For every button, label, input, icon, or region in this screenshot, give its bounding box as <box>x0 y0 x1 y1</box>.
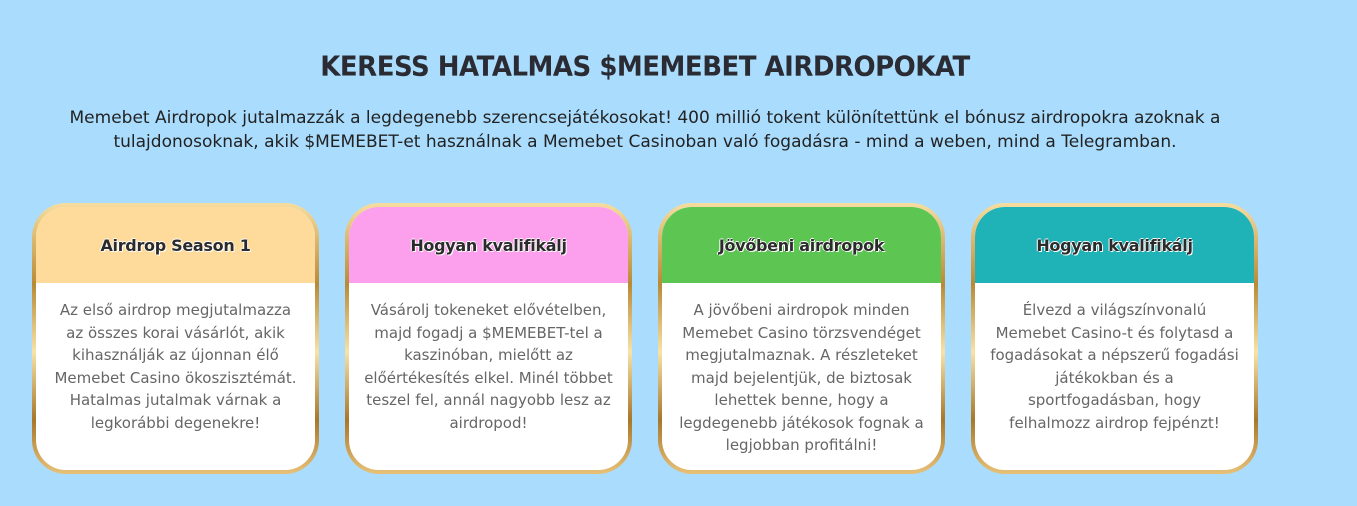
section-title: KERESS HATALMAS $MEMEBET AIRDROPOKAT <box>320 51 970 83</box>
card-airdrop-season-1 <box>32 203 319 474</box>
card-how-to-qualify <box>345 203 632 474</box>
card-inner <box>349 207 628 470</box>
card-header <box>975 207 1254 283</box>
card-how-to-qualify-2 <box>971 203 1258 474</box>
card-title: Hogyan kvalifikálj <box>1036 235 1193 255</box>
card-title: Hogyan kvalifikálj <box>410 235 567 255</box>
card-title: Jövőbeni airdropok <box>718 235 885 255</box>
intro-line-1: Memebet Airdropok jutalmazzák a legdegenebb szerencsejátékosokat! 400 millió tokent különítettünk el bónusz airdropokra azoknak a <box>69 108 1221 128</box>
card-inner <box>36 207 315 470</box>
card-header <box>662 207 941 283</box>
card-text: Élvezd a világszínvonalú Memebet Casino-t és folytasd a fogadásokat a népszerű fogadási játékokban és a sportfogadásban, hogy felhalmozz airdrop fejpénzt! <box>990 301 1239 432</box>
card-header <box>349 207 628 283</box>
airdrop-cards <box>32 203 1260 475</box>
card-text: A jövőbeni airdropok minden Memebet Casino törzsvendéget megjutalmaznak. A részleteket majd bejelentjük, de biztosak lehettek benne, hogy a legdegenebb játékosok fognak a legjobban profitálni! <box>679 301 924 454</box>
card-future-airdrops <box>658 203 945 474</box>
card-inner <box>975 207 1254 470</box>
section-intro <box>20 106 1270 154</box>
card-text: Az első airdrop megjutalmazza az összes korai vásárlót, akik kihasználják az újonnan élő Memebet Casino ökoszisztémát. Hatalmas jutalmak várnak a legkorábbi degenekre! <box>54 301 297 432</box>
card-header <box>36 207 315 283</box>
intro-line-2: tulajdonosoknak, akik $MEMEBET-et használnak a Memebet Casinoban való fogadásra - mind a weben, mind a Telegramban. <box>113 132 1177 152</box>
card-title: Airdrop Season 1 <box>100 235 251 255</box>
card-inner <box>662 207 941 470</box>
card-text: Vásárolj tokeneket elővételben, majd fogadj a $MEMEBET-tel a kaszinóban, mielőtt az előértékesítés elkel. Minél többet teszel fel, annál nagyobb lesz az airdropod! <box>364 301 613 432</box>
